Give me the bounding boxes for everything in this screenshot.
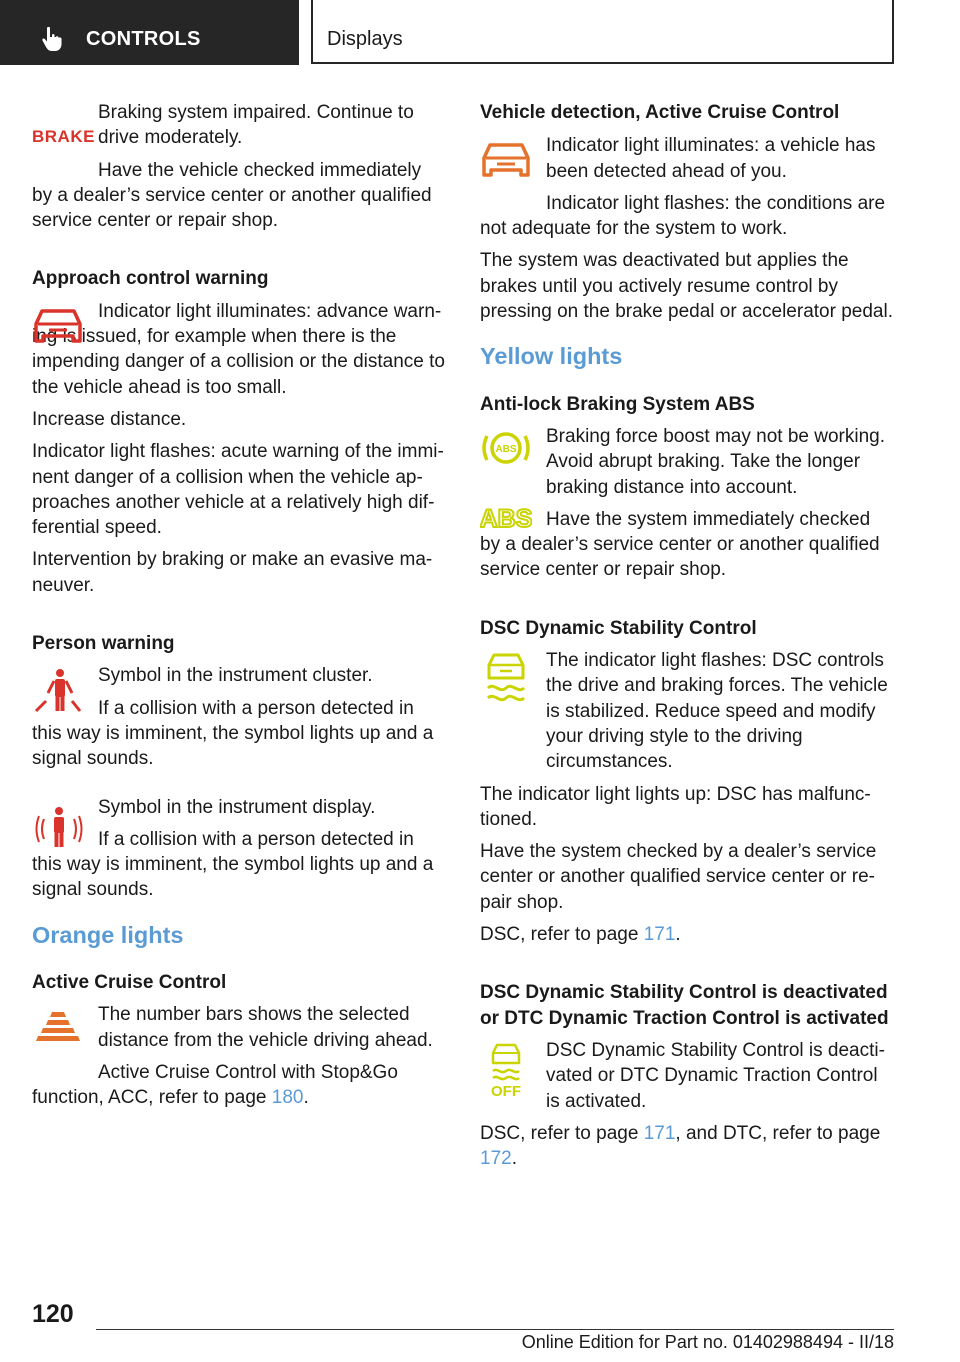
vd-text-2: Indicator light flashes: the conditions are not adequate for the system to work.	[480, 192, 886, 240]
tab-displays[interactable]	[311, 0, 894, 64]
brake-icon-text: BRAKE	[32, 127, 95, 146]
dsc-text-4-post: .	[675, 924, 681, 946]
dsc-off-text-2-pre: DSC, refer to page	[480, 1122, 644, 1144]
page-link-180[interactable]: 180	[271, 1087, 304, 1109]
dsc-off-icon	[480, 1042, 532, 1098]
vehicle-detection-heading: Vehicle detection, Active Cruise Control	[480, 102, 840, 123]
edition-note: Online Edition for Part no. 01402988494 - II/18	[521, 1332, 894, 1352]
tab-displays-label: Displays	[327, 28, 403, 50]
brake-warning-icon	[32, 124, 95, 149]
vd-text-3: The system was deactivated but applies the brakes until you actively resume control by pressing on the brake pedal or accelerator pedal.	[480, 250, 893, 323]
dsc-text-4-pre: DSC, refer to page	[480, 924, 644, 946]
dsc-off-text-2-post: .	[511, 1148, 517, 1170]
pedestrian-sound-icon	[32, 805, 84, 851]
acc-entry	[32, 1002, 446, 1110]
tab-controls-label: CONTROLS	[86, 28, 201, 50]
dsc-skid-icon	[480, 652, 532, 704]
abs-circle-icon	[480, 428, 532, 468]
dsc-text-4	[480, 922, 894, 947]
car-front-red-icon	[32, 307, 84, 347]
person-text-1: Symbol in the instrument cluster.	[98, 665, 373, 687]
abs-entry	[480, 424, 894, 583]
car-front-orange-icon	[480, 141, 532, 181]
dsc-off-icon-text: OFF	[491, 1082, 521, 1098]
left-column	[32, 100, 446, 1118]
page-link-172[interactable]: 172	[480, 1148, 512, 1170]
abs-text-icon	[480, 504, 532, 534]
person-text-3: Symbol in the instrument display.	[98, 796, 376, 818]
dsc-off-heading: DSC Dynamic Stability Control is deactivated or DTC Dynamic Traction Control is activated	[480, 982, 889, 1029]
approach-text-3: Indicator light flashes: acute warning of the immi-nent danger of a collision when the vehicle ap-proaches another vehicle at a relatively high dif-ferential speed.	[32, 441, 444, 539]
page-link-171[interactable]: 171	[643, 924, 676, 946]
approach-text-2: Increase distance.	[32, 408, 187, 430]
yellow-lights-heading: Yellow lights	[480, 343, 623, 370]
dsc-entry	[480, 648, 894, 774]
person-text-2: If a collision with a person detected in this way is imminent, the symbol lights up and a signal sounds.	[32, 697, 434, 770]
dsc-text-3: Have the system checked by a dealer’s service center or another qualified service center or re-pair shop.	[480, 841, 877, 913]
person-entry-display	[32, 795, 446, 903]
orange-lights-heading: Orange lights	[32, 921, 184, 948]
page-header	[0, 0, 960, 66]
abs-circle-icon-text: ABS	[495, 443, 517, 455]
hand-pointer-icon	[40, 26, 64, 52]
acc-text-2	[32, 1060, 446, 1111]
person-entry-cluster	[32, 663, 446, 771]
abs-text-icon-label: ABS	[480, 504, 532, 533]
dsc-off-text-2-mid: , and DTC, refer to page	[675, 1122, 881, 1144]
approach-entry	[32, 299, 446, 400]
page-link-171-b[interactable]: 171	[643, 1122, 676, 1144]
abs-text-1: Braking force boost may not be working. Avoid abrupt braking. Take the longer braking distance into account.	[546, 425, 886, 498]
brake-text-1: Braking system impaired. Continue to drive moderately.	[98, 102, 414, 149]
dsc-text-2: The indicator light lights up: DSC has malfunc-tioned.	[480, 783, 871, 830]
approach-text-4: Intervention by braking or make an evasive ma-neuver.	[32, 549, 433, 596]
dsc-heading: DSC Dynamic Stability Control	[480, 617, 757, 639]
acc-text-2-pre: Active Cruise Control with Stop&Go function, ACC, refer to page	[32, 1061, 398, 1109]
brake-entry	[32, 100, 446, 233]
approach-heading: Approach control warning	[32, 268, 269, 290]
right-column	[480, 100, 894, 1178]
vd-text-1: Indicator light illuminates: a vehicle has been detected ahead of you.	[546, 135, 876, 182]
approach-text-1: Indicator light illuminates: advance warn-ing is issued, for example when there is the impending danger of a collision or the distance to the vehicle ahead is too small.	[32, 300, 445, 398]
vehicle-detection-entry	[480, 133, 894, 241]
abs-heading: Anti-lock Braking System ABS	[480, 393, 755, 415]
abs-text-2: Have the system immediately checked by a dealer’s service center or another qualified service center or repair shop.	[480, 508, 880, 581]
acc-heading: Active Cruise Control	[32, 972, 227, 994]
dsc-off-text-1: DSC Dynamic Stability Control is deacti-vated or DTC Dynamic Traction Control is activated.	[546, 1039, 885, 1112]
dsc-text-1: The indicator light flashes: DSC controls the drive and braking forces. The vehicle is stabilized. Reduce speed and modify your driving style to the driving circumstances.	[546, 650, 888, 773]
acc-text-2-post: .	[303, 1087, 309, 1109]
acc-text-1: The number bars shows the selected distance from the vehicle driving ahead.	[98, 1004, 433, 1051]
footer-divider	[96, 1329, 894, 1330]
distance-bars-icon	[32, 1010, 84, 1042]
person-text-4: If a collision with a person detected in this way is imminent, the symbol lights up and a signal sounds.	[32, 828, 434, 901]
person-heading: Person warning	[32, 633, 175, 655]
pedestrian-warning-icon	[32, 665, 84, 717]
brake-text-2: Have the vehicle checked immediately by a dealer’s service center or another qualified service center or repair shop.	[32, 159, 432, 232]
dsc-off-text-2	[480, 1121, 894, 1172]
dsc-off-entry	[480, 1038, 894, 1114]
tab-controls[interactable]	[0, 0, 299, 65]
page-number: 120	[32, 1300, 74, 1328]
